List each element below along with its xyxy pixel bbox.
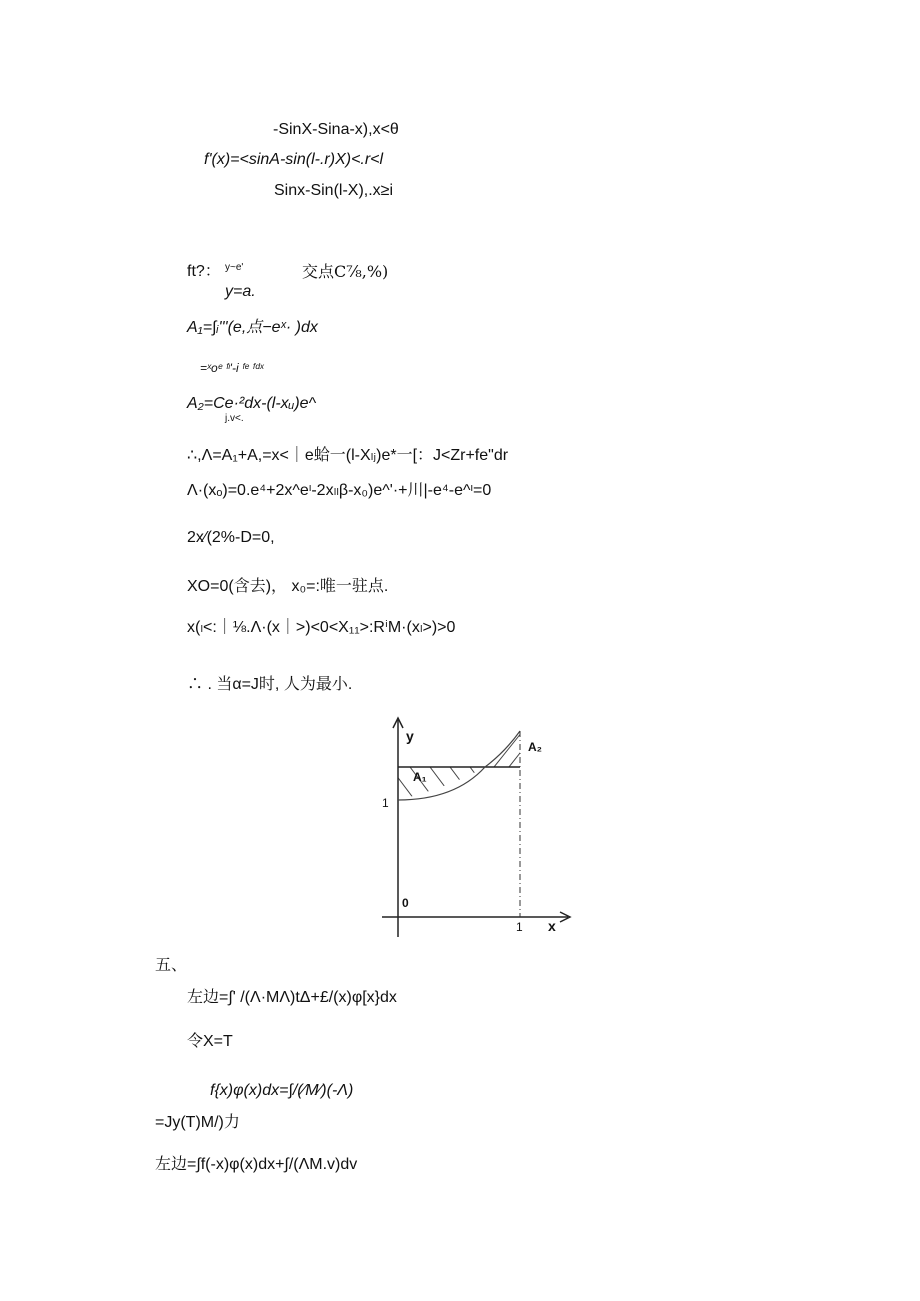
- region-a2-label: A₂: [528, 740, 542, 754]
- x-tick-label: 1: [516, 920, 523, 934]
- formula-line-3: Sinx-Sin(l-X),.x≥i: [274, 182, 394, 199]
- curve: [398, 731, 520, 800]
- stationary-point-line: XO=0(含去)， x₀=:唯一驻点.: [187, 578, 389, 595]
- section-heading-five: 五、: [155, 955, 188, 974]
- solve-label: ft?：: [187, 263, 221, 280]
- total-area-formula: ∴,Λ=A₁+A,=x<｜e蛤一(l-Xₗⱼ)e*一[：J<Zr+fe"dr: [187, 447, 509, 464]
- y-axis-label: y: [406, 728, 414, 744]
- area-a1-expansion: =ˣoᵉ ᶠᶦ'-i ᶠᵉ ᶠᵈˣ: [200, 361, 264, 375]
- formula-line-2: f'(x)=<sinA-sin(l-.r)X)<.r<l: [204, 151, 384, 168]
- derivative-formula: Λ·(xₒ)=0.e⁴+2x^eᶦ-2xₗₗβ-x₀)e^'·+川|-e⁴-e^ᶦ=0: [187, 482, 492, 499]
- region-a1-label: A₁: [413, 770, 427, 784]
- y-tick-label: 1: [382, 796, 389, 810]
- area-a2-formula: A₂=Ce·²dx-(l-xᵤ)e^: [187, 395, 317, 412]
- equation-y-a: y=a.: [225, 283, 256, 300]
- substitution-line: 令X=T: [187, 1033, 233, 1050]
- intersection-text: 交点C⅞,%): [302, 262, 389, 281]
- area-figure-svg: [360, 712, 580, 942]
- hatching: [380, 717, 535, 807]
- sign-analysis-line: x(ₗ<:｜⅛.Λ·(x｜>)<0<X₁₁>:RⁱM·(xₗ>)>0: [187, 619, 456, 636]
- formula-line-1: -SinX-Sina-x),x<θ: [273, 121, 399, 138]
- left-side-formula: 左边=∫' /(Λ·MΛ)tΔ+£/(x)φ[x}dx: [187, 989, 397, 1006]
- integral-transform-line: f{x)φ(x)dx=∫/(⁄M⁄)(-Λ): [210, 1082, 354, 1099]
- equation-small: y~e': [225, 262, 244, 273]
- origin-label: 0: [402, 896, 409, 910]
- area-a2-subscript: j.v<.: [225, 413, 244, 424]
- equation-line: 2x⁄(2%-D=0,: [187, 529, 275, 546]
- result-line: =Jy(T)M/)力: [155, 1114, 240, 1131]
- area-figure: [360, 712, 580, 947]
- x-axis-label: x: [548, 918, 556, 934]
- conclusion-line: ∴ . 当α=J时, 人为最小.: [187, 676, 353, 693]
- left-side-final: 左边=∫f(-x)φ(x)dx+∫/(ΛM.v)dv: [155, 1156, 358, 1173]
- area-a1-formula: A₁=∫ᵢ'''(e,点−eˣ· )dx: [187, 319, 318, 336]
